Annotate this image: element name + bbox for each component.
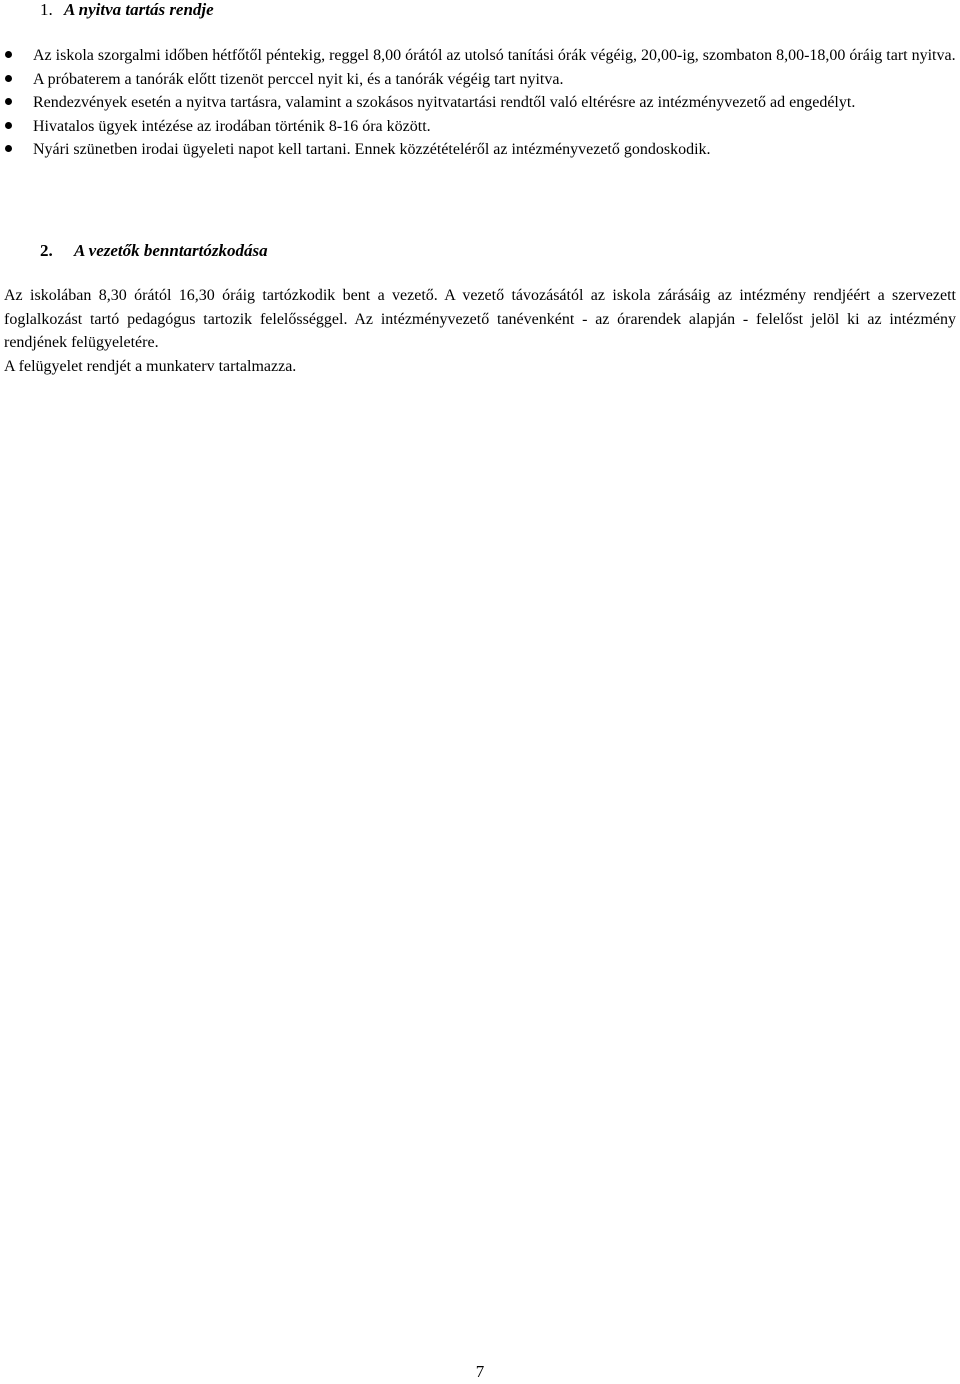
section-1-number: 1. xyxy=(40,0,53,19)
list-item-text: A próbaterem a tanórák előtt tizenöt perccel nyit ki, és a tanórák végéig tart nyitva. xyxy=(33,70,564,88)
list-item-text: Nyári szünetben irodai ügyeleti napot kell tartani. Ennek közzétételéről az intézményvezető gondoskodik. xyxy=(33,141,711,158)
list-item-text: Az iskola szorgalmi időben hétfőtől péntekig, reggel 8,00 órától az utolsó tanítási órák végéig, 20,00-ig, szombaton 8,00-18,00 óráig tart nyitva. xyxy=(33,47,956,64)
list-item xyxy=(0,68,960,92)
section-2-title: A vezetők benntartózkodása xyxy=(74,241,268,260)
section-1-title: A nyitva tartás rendje xyxy=(64,0,214,19)
list-item-text: Hivatalos ügyek intézése az irodában történik 8-16 óra között. xyxy=(33,117,431,135)
section-2-paragraph: Az iskolában 8,30 órától 16,30 óráig tartózkodik bent a vezető. A vezető távozásától az iskola zárásáig az intézmény rendjéért a szervezett foglalkozást tartó pedagógus tartozik felelősséggel. Az intézményvezető tanévenként - az órarendek alapján - felelőst jelöl ki az intézmény rendjének felügyeletére. xyxy=(4,287,956,351)
page-number: 7 xyxy=(475,1362,485,1381)
bullet-icon xyxy=(5,122,12,129)
section-2-heading xyxy=(40,241,268,261)
bullet-icon xyxy=(5,145,12,152)
section-1-heading xyxy=(40,0,214,20)
list-item xyxy=(0,115,960,139)
list-item xyxy=(0,44,960,68)
list-item xyxy=(0,91,960,115)
bullet-icon xyxy=(5,98,12,105)
section-2-paragraph-2: A felügyelet rendjét a munkaterv tartalmazza. xyxy=(4,358,297,375)
opening-hours-list xyxy=(0,44,960,162)
list-item-text: Rendezvények esetén a nyitva tartásra, valamint a szokásos nyitvatartási rendtől való eltérésre az intézményvezető ad engedélyt. xyxy=(33,94,856,111)
list-item xyxy=(0,138,960,162)
bullet-icon xyxy=(5,75,12,82)
bullet-icon xyxy=(5,51,12,58)
section-2-number: 2. xyxy=(40,241,53,260)
